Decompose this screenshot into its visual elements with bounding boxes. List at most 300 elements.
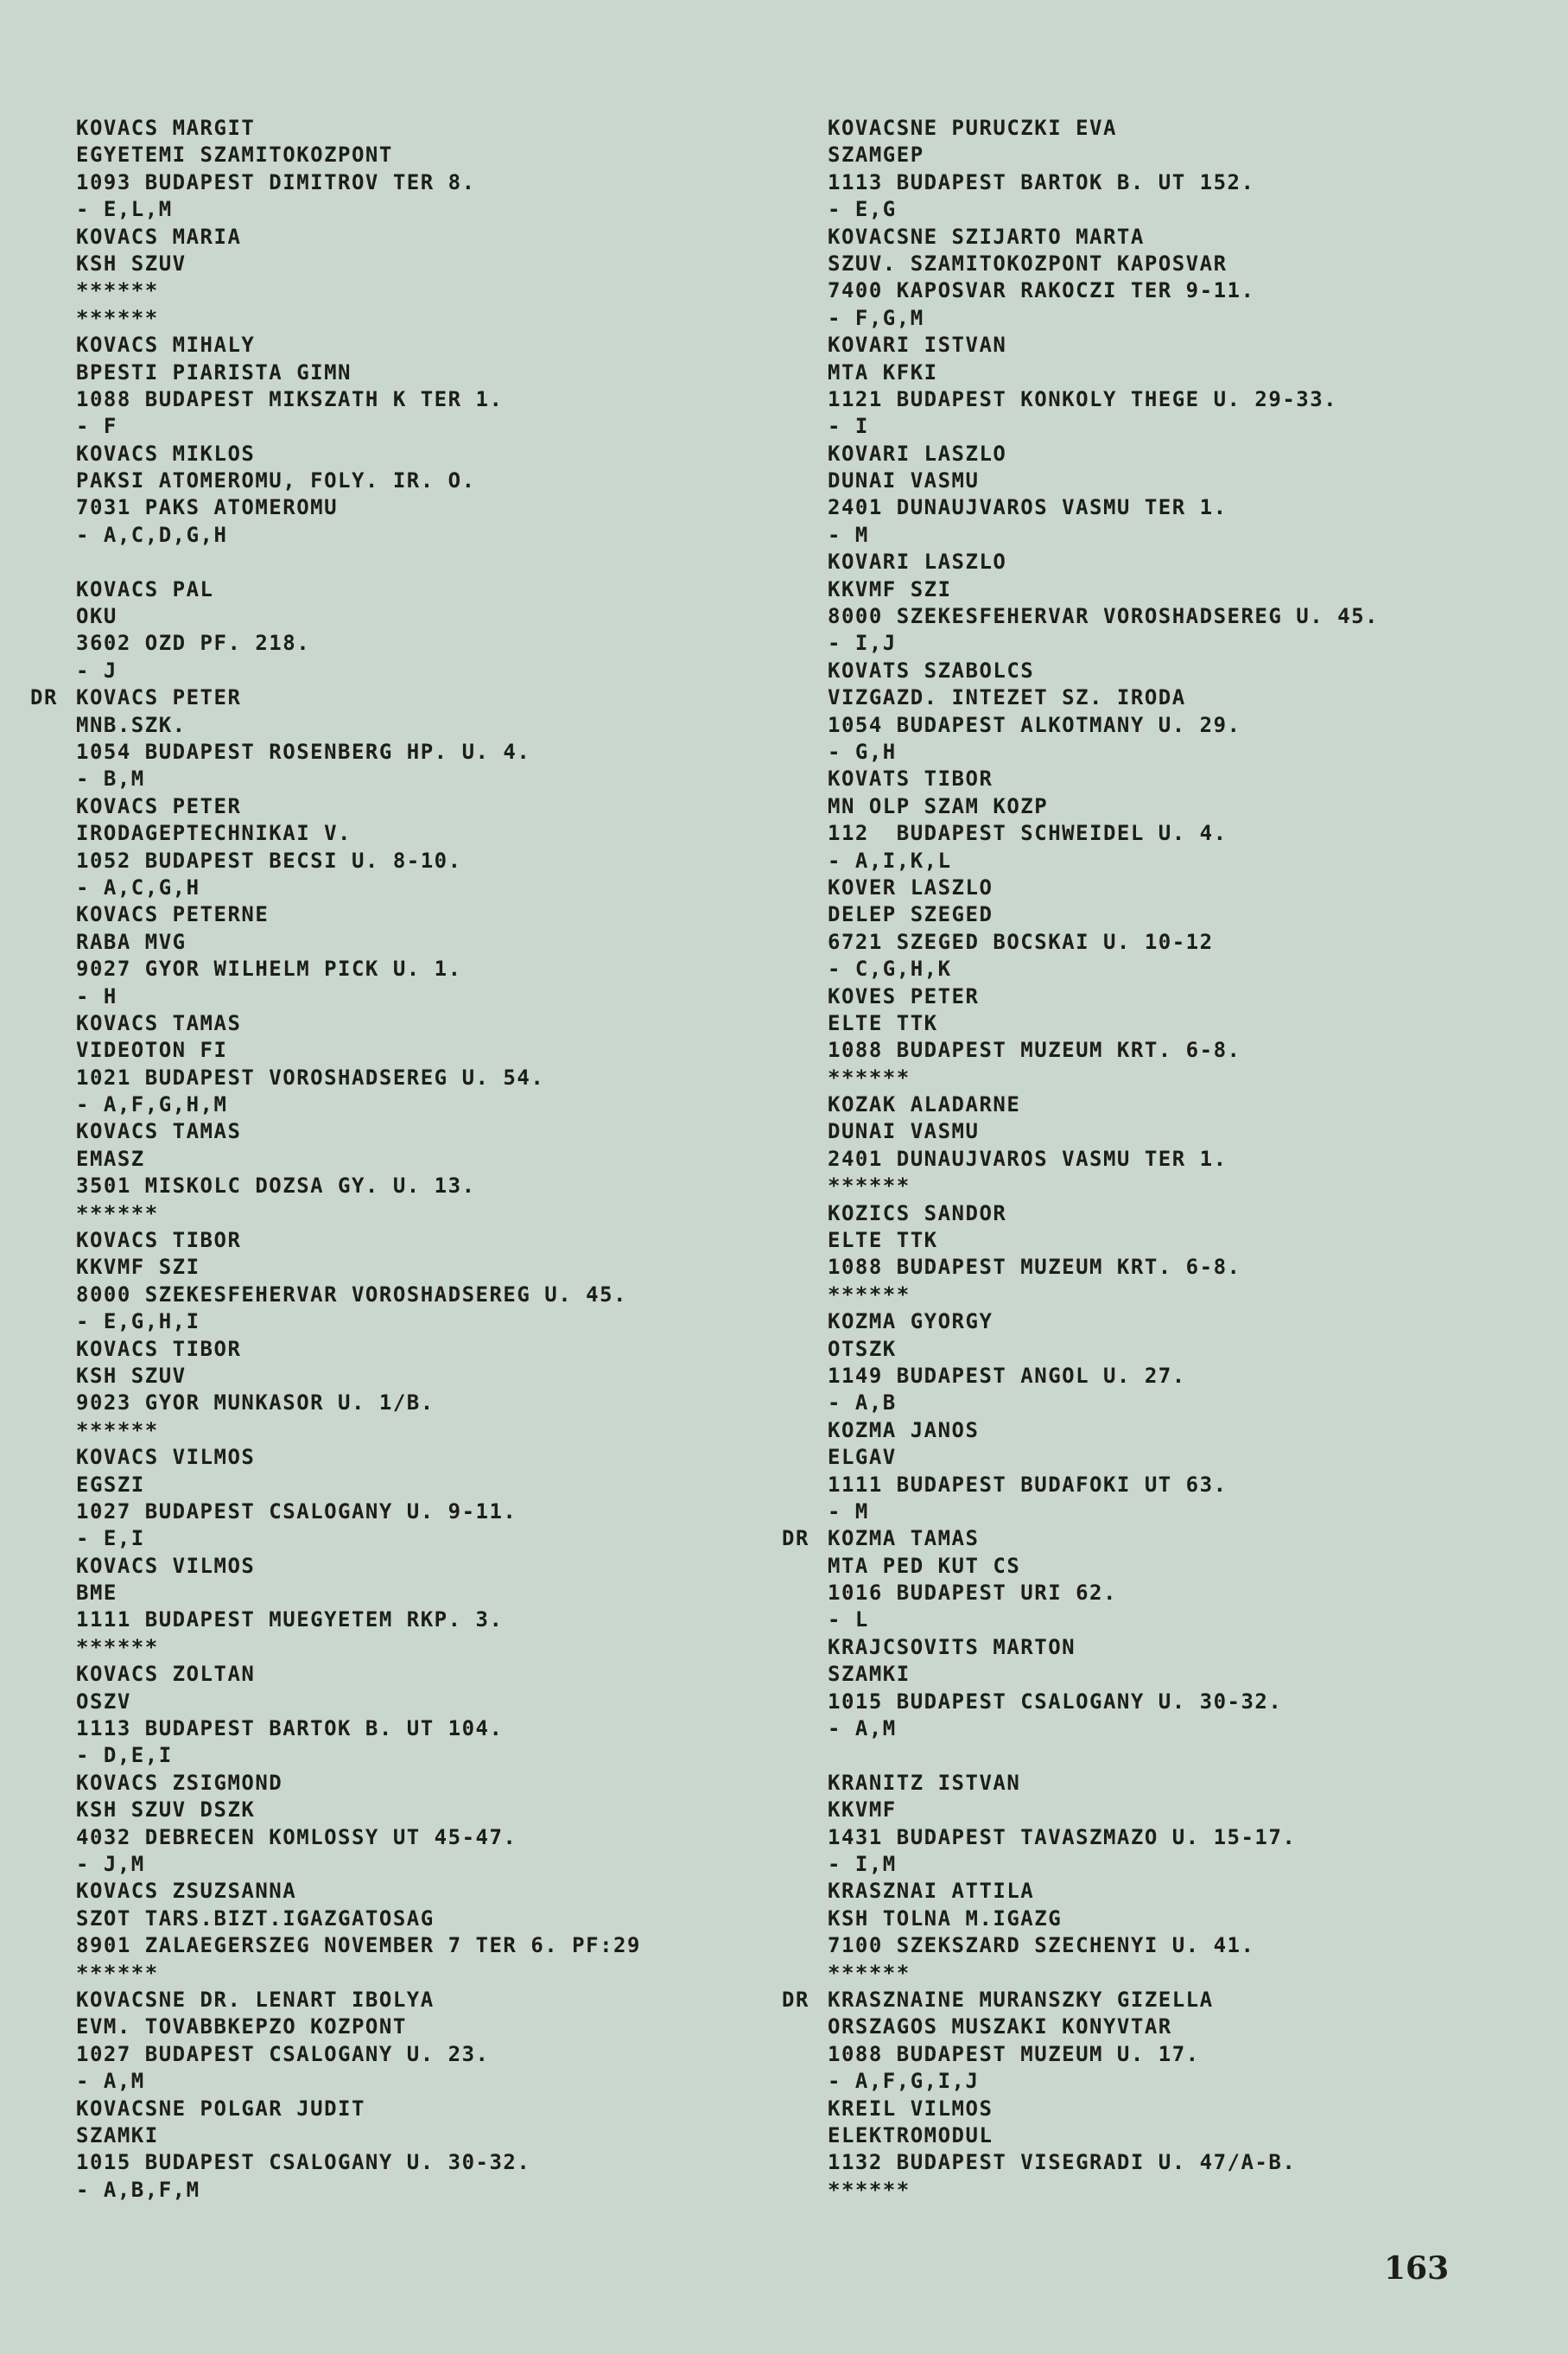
line-text: KOVACS TAMAS — [76, 1119, 242, 1144]
directory-line — [828, 1580, 1519, 1606]
line-text: KOVACSNE SZIJARTO MARTA — [828, 224, 1145, 249]
directory-line — [76, 2122, 767, 2149]
directory-line — [76, 1118, 767, 1145]
directory-line — [76, 1227, 767, 1254]
line-text: ORSZAGOS MUSZAKI KONYVTAR — [828, 2014, 1172, 2039]
directory-line — [828, 386, 1519, 413]
line-text: - A,M — [828, 1716, 897, 1741]
line-text: KRASZNAINE MURANSZKY GIZELLA — [828, 1987, 1214, 2012]
directory-line — [76, 1987, 767, 2014]
directory-line — [76, 441, 767, 468]
directory-line — [828, 1282, 1519, 1308]
directory-line — [828, 2177, 1519, 2204]
directory-line — [828, 1336, 1519, 1363]
directory-line — [76, 793, 767, 820]
directory-line — [76, 1037, 767, 1064]
directory-line — [76, 251, 767, 277]
directory-line — [828, 1417, 1519, 1444]
directory-line — [76, 1770, 767, 1797]
directory-line — [828, 468, 1519, 494]
directory-line — [828, 549, 1519, 576]
directory-line — [76, 1580, 767, 1606]
line-text: - E,G — [828, 197, 897, 222]
line-text: EGSZI — [76, 1472, 145, 1497]
directory-line — [828, 1851, 1519, 1878]
title-prefix: DR — [30, 685, 58, 710]
line-text: 1149 BUDAPEST ANGOL U. 27. — [828, 1363, 1186, 1388]
directory-line — [76, 848, 767, 875]
directory-line — [828, 1472, 1519, 1498]
directory-line — [828, 305, 1519, 332]
directory-line — [76, 712, 767, 739]
line-text: 8901 ZALAEGERSZEG NOVEMBER 7 TER 6. PF:29 — [76, 1933, 641, 1958]
directory-line — [828, 169, 1519, 196]
directory-line — [76, 1960, 767, 1987]
line-text: 1111 BUDAPEST BUDAFOKI UT 63. — [828, 1472, 1228, 1497]
line-text: - I,J — [828, 631, 897, 656]
directory-line — [76, 169, 767, 196]
line-text: - I,M — [828, 1852, 897, 1876]
line-text: KRANITZ ISTVAN — [828, 1770, 1021, 1795]
directory-line — [828, 576, 1519, 603]
directory-line — [828, 983, 1519, 1010]
line-text: KOVACS VILMOS — [76, 1445, 256, 1470]
directory-line — [76, 2068, 767, 2095]
line-text: KOVACS TIBOR — [76, 1228, 242, 1253]
line-text: 1113 BUDAPEST BARTOK B. UT 152. — [828, 169, 1255, 194]
line-text: KOVES PETER — [828, 983, 980, 1008]
directory-line — [828, 1689, 1519, 1715]
line-text: DUNAI VASMU — [828, 1119, 980, 1144]
line-text: - E,I — [76, 1526, 145, 1551]
directory-line — [76, 1742, 767, 1769]
directory-line — [828, 848, 1519, 875]
line-text: BPESTI PIARISTA GIMN — [76, 359, 352, 385]
directory-line — [76, 983, 767, 1010]
line-text: SZAMGEP — [828, 143, 924, 168]
line-text: ****** — [76, 1200, 159, 1225]
line-text: 2401 DUNAUJVAROS VASMU TER 1. — [828, 495, 1228, 520]
line-text: KOZICS SANDOR — [828, 1200, 1007, 1225]
directory-line — [828, 1905, 1519, 1932]
directory-line — [828, 875, 1519, 901]
directory-line — [828, 2014, 1519, 2040]
directory-line — [76, 494, 767, 521]
directory-line — [828, 658, 1519, 684]
directory-line — [828, 1742, 1519, 1769]
line-text: 1132 BUDAPEST VISEGRADI U. 47/A-B. — [828, 2150, 1297, 2175]
directory-line — [828, 1363, 1519, 1390]
directory-line — [828, 359, 1519, 386]
directory-line — [76, 1905, 767, 1932]
directory-line — [76, 1390, 767, 1416]
line-text: 1121 BUDAPEST KONKOLY THEGE U. 29-33. — [828, 386, 1338, 411]
title-prefix: DR — [782, 1987, 809, 2012]
directory-line — [76, 658, 767, 684]
line-text: ELTE TTK — [828, 1228, 938, 1253]
line-text: 1015 BUDAPEST CSALOGANY U. 30-32. — [76, 2150, 531, 2175]
directory-line — [76, 1010, 767, 1037]
line-text: - A,F,G,H,M — [76, 1092, 228, 1117]
directory-line — [76, 1282, 767, 1308]
directory-line — [828, 2041, 1519, 2068]
line-text: KOVACS ZSIGMOND — [76, 1770, 283, 1795]
line-text: ****** — [828, 1960, 911, 1985]
directory-line — [76, 875, 767, 901]
directory-line — [76, 2177, 767, 2204]
directory-line — [828, 196, 1519, 223]
line-text: 7400 KAPOSVAR RAKOCZI TER 9-11. — [828, 278, 1255, 303]
line-text: 1052 BUDAPEST BECSI U. 8-10. — [76, 848, 462, 873]
line-text: KOVACS TAMAS — [76, 1010, 242, 1035]
line-text: KKVMF SZI — [828, 576, 952, 601]
directory-line — [76, 1689, 767, 1715]
title-prefix: DR — [782, 1526, 809, 1551]
line-text: OKU — [76, 604, 117, 629]
line-text: KOVACS MARIA — [76, 224, 242, 249]
line-text: KKVMF — [828, 1797, 897, 1823]
directory-line — [828, 2096, 1519, 2122]
line-text: KOZMA TAMAS — [828, 1526, 980, 1551]
line-text: 1027 BUDAPEST CSALOGANY U. 23. — [76, 2041, 490, 2066]
line-text: KKVMF SZI — [76, 1255, 200, 1280]
directory-line — [76, 739, 767, 766]
directory-line — [76, 1336, 767, 1363]
line-text: - A,B — [828, 1390, 897, 1416]
line-text: KOVACS ZSUZSANNA — [76, 1879, 297, 1904]
line-text: DELEP SZEGED — [828, 902, 993, 927]
directory-line — [828, 1634, 1519, 1661]
directory-line — [828, 1065, 1519, 1091]
directory-line — [828, 684, 1519, 711]
directory-line — [782, 1525, 1519, 1552]
directory-line — [76, 413, 767, 440]
line-text: SZAMKI — [76, 2122, 159, 2147]
line-text: - J,M — [76, 1852, 145, 1876]
directory-line — [828, 1308, 1519, 1335]
directory-line — [828, 1173, 1519, 1199]
directory-line — [828, 1606, 1519, 1633]
directory-line — [828, 251, 1519, 277]
directory-line — [828, 1227, 1519, 1254]
directory-line — [76, 468, 767, 494]
line-text: KREIL VILMOS — [828, 2096, 993, 2121]
line-text: 7031 PAKS ATOMEROMU — [76, 495, 339, 520]
directory-line — [828, 2149, 1519, 2176]
line-text: MTA KFKI — [828, 359, 938, 385]
directory-line — [782, 1987, 1519, 2014]
line-text: - F — [76, 414, 117, 439]
line-text: KRAJCSOVITS MARTON — [828, 1634, 1076, 1659]
directory-line — [828, 739, 1519, 766]
line-text: - C,G,H,K — [828, 957, 952, 982]
line-text: ****** — [828, 1065, 911, 1090]
directory-line — [828, 630, 1519, 657]
directory-line — [76, 549, 767, 576]
line-text: - D,E,I — [76, 1743, 173, 1768]
directory-line — [76, 224, 767, 251]
line-text: 1111 BUDAPEST MUEGYETEM RKP. 3. — [76, 1607, 504, 1632]
line-text: - J — [76, 658, 117, 683]
line-text: 1054 BUDAPEST ALKOTMANY U. 29. — [828, 712, 1241, 737]
directory-line — [828, 1010, 1519, 1037]
directory-line — [828, 115, 1519, 142]
line-text: - A,I,K,L — [828, 848, 952, 873]
line-text: ****** — [76, 1417, 159, 1442]
directory-line — [828, 1118, 1519, 1145]
directory-line — [828, 413, 1519, 440]
directory-line — [828, 142, 1519, 169]
line-text: - E,L,M — [76, 197, 173, 222]
line-text: KSH TOLNA M.IGAZG — [828, 1905, 1063, 1931]
line-text: - M — [828, 1498, 869, 1524]
directory-line — [76, 305, 767, 332]
line-text: KOZAK ALADARNE — [828, 1092, 1021, 1117]
directory-line — [76, 522, 767, 549]
line-text: 3501 MISKOLC DOZSA GY. U. 13. — [76, 1174, 476, 1199]
directory-line — [76, 1091, 767, 1118]
line-text: 9027 GYOR WILHELM PICK U. 1. — [76, 957, 462, 982]
directory-line — [828, 277, 1519, 304]
directory-line — [76, 115, 767, 142]
line-text: ****** — [76, 305, 159, 330]
line-text: EMASZ — [76, 1146, 145, 1171]
line-text: ****** — [76, 1634, 159, 1659]
directory-line — [828, 2122, 1519, 2149]
directory-line — [828, 1146, 1519, 1173]
directory-line — [76, 1878, 767, 1905]
directory-line — [76, 1824, 767, 1851]
line-text: 1021 BUDAPEST VOROSHADSEREG U. 54. — [76, 1065, 545, 1090]
directory-line — [828, 1498, 1519, 1525]
line-text: PAKSI ATOMEROMU, FOLY. IR. O. — [76, 468, 476, 493]
directory-line — [76, 332, 767, 359]
line-text: - A,C,G,H — [76, 875, 200, 900]
line-text: - A,F,G,I,J — [828, 2069, 980, 2094]
line-text: ****** — [828, 1282, 911, 1307]
directory-line — [76, 1797, 767, 1823]
directory-line — [828, 901, 1519, 928]
directory-line — [76, 1200, 767, 1227]
directory-line — [76, 1553, 767, 1580]
directory-line — [76, 1851, 767, 1878]
line-text: MN OLP SZAM KOZP — [828, 793, 1049, 818]
line-text: KOVACS ZOLTAN — [76, 1662, 256, 1687]
line-text: 1431 BUDAPEST TAVASZMAZO U. 15-17. — [828, 1824, 1297, 1849]
directory-line — [76, 1634, 767, 1661]
line-text: - E,G,H,I — [76, 1309, 200, 1334]
line-text: ****** — [828, 1174, 911, 1199]
directory-line — [828, 1824, 1519, 1851]
line-text: - H — [76, 983, 117, 1008]
line-text: 1027 BUDAPEST CSALOGANY U. 9-11. — [76, 1498, 517, 1524]
line-text: 2401 DUNAUJVAROS VASMU TER 1. — [828, 1146, 1228, 1171]
line-text: KOVACS PETER — [76, 685, 242, 710]
directory-line — [828, 1091, 1519, 1118]
directory-line — [828, 956, 1519, 983]
directory-line — [828, 1797, 1519, 1823]
line-text: KOZMA GYORGY — [828, 1309, 993, 1334]
line-text: 1088 BUDAPEST MIKSZATH K TER 1. — [76, 386, 504, 411]
line-text: ELEKTROMODUL — [828, 2122, 993, 2147]
directory-line — [76, 1661, 767, 1688]
line-text: KOVACS TIBOR — [76, 1336, 242, 1361]
line-text: 1088 BUDAPEST MUZEUM U. 17. — [828, 2041, 1200, 2066]
line-text: 6721 SZEGED BOCSKAI U. 10-12 — [828, 929, 1214, 954]
line-text: EVM. TOVABBKEPZO KOZPONT — [76, 2014, 407, 2039]
line-text: RABA MVG — [76, 929, 187, 954]
line-text: KOVACS PAL — [76, 576, 214, 601]
line-text: 7100 SZEKSZARD SZECHENYI U. 41. — [828, 1933, 1255, 1958]
directory-line — [828, 820, 1519, 847]
line-text: 4032 DEBRECEN KOMLOSSY UT 45-47. — [76, 1824, 517, 1849]
line-text: EGYETEMI SZAMITOKOZPONT — [76, 143, 393, 168]
line-text: ****** — [828, 2177, 911, 2202]
left-column — [30, 115, 767, 2204]
line-text: KSH SZUV DSZK — [76, 1797, 256, 1823]
line-text: KOVATS SZABOLCS — [828, 658, 1035, 683]
line-text: 112 BUDAPEST SCHWEIDEL U. 4. — [828, 821, 1228, 846]
directory-line — [76, 1254, 767, 1281]
line-text: BME — [76, 1581, 117, 1606]
page-number: 163 — [1384, 2250, 1450, 2287]
directory-line — [76, 2014, 767, 2040]
line-text: KOVACS PETERNE — [76, 902, 270, 927]
line-text: 1088 BUDAPEST MUZEUM KRT. 6-8. — [828, 1255, 1241, 1280]
directory-line — [76, 2149, 767, 2176]
directory-line — [76, 929, 767, 956]
right-column — [782, 115, 1519, 2204]
line-text: ****** — [76, 1960, 159, 1985]
line-text: 1015 BUDAPEST CSALOGANY U. 30-32. — [828, 1689, 1283, 1714]
directory-line — [828, 332, 1519, 359]
directory-line — [828, 1715, 1519, 1742]
line-text: KOVARI ISTVAN — [828, 333, 1007, 358]
line-text: KOVATS TIBOR — [828, 767, 993, 792]
line-text: VIZGAZD. INTEZET SZ. IRODA — [828, 685, 1186, 710]
directory-line — [76, 1146, 767, 1173]
directory-line — [828, 1932, 1519, 1959]
directory-line — [76, 1932, 767, 1959]
line-text: KOVARI LASZLO — [828, 441, 1007, 466]
directory-line — [828, 1770, 1519, 1797]
line-text: KSH SZUV — [76, 251, 187, 276]
line-text: SZAMKI — [828, 1662, 911, 1687]
directory-line — [828, 929, 1519, 956]
directory-line — [76, 956, 767, 983]
line-text: 9023 GYOR MUNKASOR U. 1/B. — [76, 1390, 435, 1416]
line-text: MNB.SZK. — [76, 712, 187, 737]
line-text: OTSZK — [828, 1336, 897, 1361]
line-text: KOVACS MIHALY — [76, 333, 256, 358]
directory-line — [828, 1553, 1519, 1580]
directory-line — [828, 1444, 1519, 1471]
directory-line — [828, 522, 1519, 549]
directory-line — [76, 386, 767, 413]
line-text: DUNAI VASMU — [828, 468, 980, 493]
directory-line — [828, 441, 1519, 468]
line-text: ELTE TTK — [828, 1010, 938, 1035]
directory-line — [76, 603, 767, 630]
directory-line — [76, 2096, 767, 2122]
directory-line — [76, 820, 767, 847]
directory-line — [828, 712, 1519, 739]
line-text: KOVACS MIKLOS — [76, 441, 256, 466]
line-text: KOZMA JANOS — [828, 1417, 980, 1442]
directory-line — [76, 1444, 767, 1471]
line-text: KOVACS VILMOS — [76, 1553, 256, 1578]
line-text: - A,B,F,M — [76, 2177, 200, 2202]
line-text: KOVARI LASZLO — [828, 550, 1007, 575]
directory-line — [828, 793, 1519, 820]
directory-line — [828, 2068, 1519, 2095]
directory-line — [76, 142, 767, 169]
line-text: - I — [828, 414, 869, 439]
line-text: KOVACSNE POLGAR JUDIT — [76, 2096, 365, 2121]
line-text: ELGAV — [828, 1445, 897, 1470]
line-text: 1016 BUDAPEST URI 62. — [828, 1581, 1117, 1606]
line-text: KOVACSNE DR. LENART IBOLYA — [76, 1987, 435, 2012]
line-text: 8000 SZEKESFEHERVAR VOROSHADSEREG U. 45. — [828, 604, 1379, 629]
line-text: - L — [828, 1607, 869, 1632]
line-text: VIDEOTON FI — [76, 1038, 228, 1063]
directory-line — [828, 1254, 1519, 1281]
line-text: OSZV — [76, 1689, 131, 1714]
line-text: KOVER LASZLO — [828, 875, 993, 900]
directory-line — [76, 1417, 767, 1444]
directory-line — [828, 1037, 1519, 1064]
line-text: KOVACS PETER — [76, 793, 242, 818]
directory-line — [828, 1200, 1519, 1227]
directory-line — [76, 1065, 767, 1091]
directory-line — [76, 1472, 767, 1498]
line-text: - A,M — [76, 2069, 145, 2094]
directory-line — [76, 1498, 767, 1525]
directory-line — [76, 1715, 767, 1742]
line-text: - F,G,M — [828, 305, 924, 330]
line-text: 1088 BUDAPEST MUZEUM KRT. 6-8. — [828, 1038, 1241, 1063]
directory-line — [828, 1390, 1519, 1416]
line-text: - B,M — [76, 767, 145, 792]
directory-line — [30, 684, 767, 711]
directory-line — [76, 630, 767, 657]
line-text: 1054 BUDAPEST ROSENBERG HP. U. 4. — [76, 739, 531, 764]
directory-line — [828, 1878, 1519, 1905]
line-text: - M — [828, 522, 869, 547]
line-text: KSH SZUV — [76, 1363, 187, 1388]
line-text: KOVACSNE PURUCZKI EVA — [828, 116, 1117, 140]
line-text: IRODAGEPTECHNIKAI V. — [76, 821, 352, 846]
line-text: 1113 BUDAPEST BARTOK B. UT 104. — [76, 1716, 504, 1741]
directory-line — [76, 766, 767, 792]
directory-line — [828, 1661, 1519, 1688]
line-text: - A,C,D,G,H — [76, 522, 228, 547]
directory-line — [828, 1960, 1519, 1987]
line-text: KOVACS MARGIT — [76, 116, 256, 140]
directory-line — [828, 494, 1519, 521]
line-text: KRASZNAI ATTILA — [828, 1879, 1035, 1904]
directory-line — [76, 1308, 767, 1335]
line-text: 8000 SZEKESFEHERVAR VOROSHADSEREG U. 45. — [76, 1282, 627, 1307]
directory-line — [76, 1606, 767, 1633]
directory-line — [76, 901, 767, 928]
line-text: MTA PED KUT CS — [828, 1553, 1021, 1578]
line-text: 3602 OZD PF. 218. — [76, 631, 311, 656]
line-text: SZUV. SZAMITOKOZPONT KAPOSVAR — [828, 251, 1228, 276]
directory-line — [76, 1363, 767, 1390]
line-text: ****** — [76, 278, 159, 303]
directory-line — [76, 277, 767, 304]
